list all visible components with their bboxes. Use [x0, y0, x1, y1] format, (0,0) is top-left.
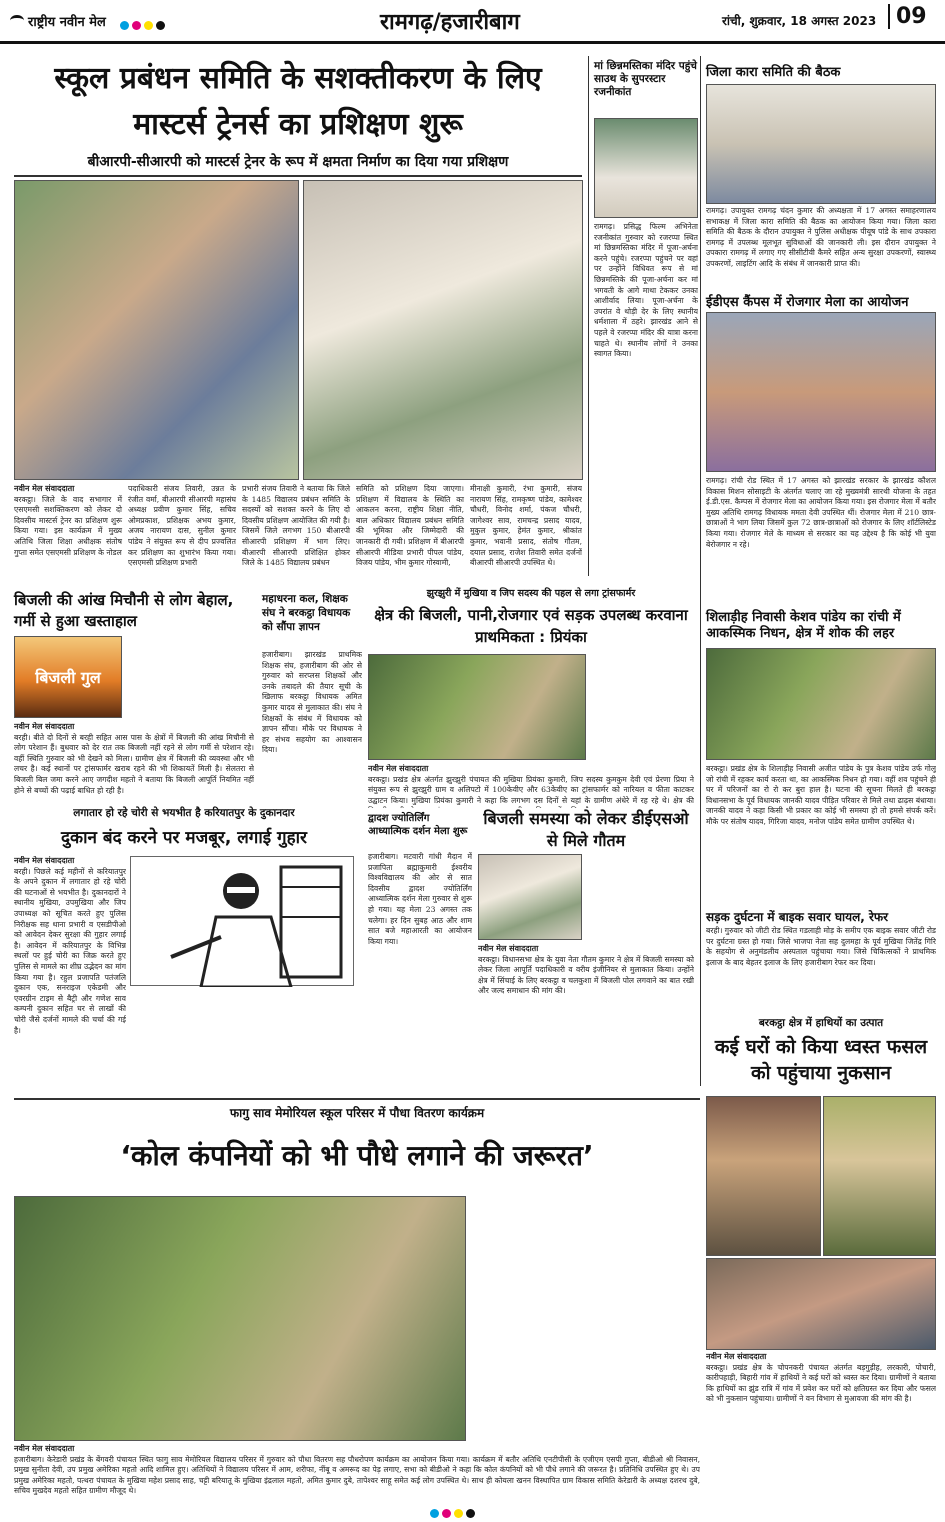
thief-icon [131, 857, 355, 987]
priyanka-text: बरकट्ठा। प्रखंड क्षेत्र अंतर्गत झुरझुरी पंचायत की मुखिया प्रियंका कुमारी, जिप सदस्य कुमकुम देवी एवं प्रेरणा प्रिया ने संयुक्त रूप से झुरझुरी ग्राम व अलिपटो में 100केवीए और 63केवीए का ट्रांसफार्मर को नारियल व फीता काटकर उद्घाटन किया। मुखिया प्रियंका कुमारी ने कहा कि लगभग दस दिनों से यहां के ग्रामीण अंधेरे में रह रहे थे। क्षेत्र की [368, 774, 694, 805]
bulb-headline[interactable]: बिजली की आंख मिचौनी से लोग बेहाल, गर्मी से हुआ खस्ताहाल [14, 591, 234, 630]
bulb-byline: नवीन मेल संवाददाता [14, 722, 75, 731]
cyan-dot-icon [120, 21, 129, 30]
lead-col-5: मीनाक्षी कुमारी, रंभा कुमारी, संजय नारायण सिंह, रामकृष्ण पांडेय, कामेश्वर चौधरी, विनोद शर्मा, पंकज चौधरी, जागेश्वर साव, रामचन्द्र प्रसाद यादव, मुकुल कुमार, हेमंत कुमार, श्रीकांत कुमार, भवानी प्रसाद, संतोष गौतम, दयाल प्रसाद, राजेश तिवारी समेत दर्जनों बीआरपी सीआरपी उपस्थित थे। [470, 484, 582, 568]
black-dot-icon [156, 21, 165, 30]
lead-photo-2 [303, 180, 583, 480]
section-divider [14, 1098, 700, 1100]
tree-kicker: फागु साव मेमोरियल स्कूल परिसर में पौधा वितरण कार्यक्रम [229, 1106, 485, 1120]
death-body: बरकट्ठा। प्रखंड क्षेत्र के शिलाड़ीह निवासी अजीत पांडेय के पुत्र केशव पांडेय उर्फ गोलू जो रांची में रहकर कार्य करता था, का आकस्मिक निधन हो गया। वहीं शव पहुंचने ही घर में परिजनों का रो रो कर बुरा हाल है। घटना की सूचना मिलते ही बरकट्ठा विधानसभा के पूर्व विधायक जानकी यादव पीड़ित परिवार से मिले तथा ढाढ़स बंधाया। जानकी यादव ने कहा किसी भी प्रकार का कोई भी समस्या हो तो हमसे संपर्क करें। मौके पर संतोष यादव, गिरिजा यादव, मनोज पांडेय समेत ग्रामीण उपस्थित थे। [706, 764, 936, 826]
cmyk-marks-bottom [430, 1503, 478, 1522]
teacher-body: हजारीबाग। झारखंड प्राथमिक शिक्षक संघ, हजारीबाग की ओर से गुरुवार को सरप्लस शिक्षकों और उनके तबादले की तैयार सूची के खिलाफ बरकट्ठा विधायक अमित कुमार यादव से मुलाकात की। संघ ने शिक्षकों के संबंध में विधायक को ज्ञापन सौंपा। मौके पर विधायक ने हर संभव सहयोग का आश्वासन दिया। [262, 650, 362, 755]
gautam-photo [478, 854, 582, 940]
rajni-body: रामगढ़। प्रसिद्ध फिल्म अभिनेता रजनीकांत गुरुवार को रजरप्पा स्थित मां छिन्नमस्तिका मंदिर में पूजा-अर्चना करने पहुंचे। रजरप्पा पहुंचने पर वहां पर उन्होंने विधिवत रूप से मां छिन्नमस्तिके की पूजा-अर्चना कर मां भगवती के आगे माथा टेककर उनका आशीर्वाद लिया। पूजा-अर्चना के उपरांत वे थोड़ी देर के लिए स्थानीय धर्मशाला में ठहरे। झारखंड आने से पहले वे रजरप्पा मंदिर की यात्रा करना चाहते थे। स्थानीय लोगों ने उनका स्वागत किया। [594, 222, 698, 359]
thief-body [14, 856, 126, 1092]
death-headline[interactable]: शिलाड़ीह निवासी केशव पांडेय का रांची में आकस्मिक निधन, क्षेत्र में शोक की लहर [706, 610, 901, 641]
rajni-headline[interactable]: मां छिन्नमस्तिका मंदिर पहुंचे साउथ के सुपरस्टार रजनीकांत [594, 60, 697, 98]
lead-headline[interactable]: स्कूल प्रबंधन समिति के सशक्तीकरण के लिए मास्टर्स ट्रेनर्स का प्रशिक्षण शुरू [54, 61, 542, 142]
gautam-side [586, 854, 694, 940]
lead-col-4: समिति को प्रशिक्षण दिया जाएगा। प्रशिक्षण में विद्यालय के स्थिति का आकलन करना, राष्ट्रीय शिक्षा नीति, बाल अधिकार विद्यालय प्रबंधन समिति की भूमिका और जिम्मेदारी की जानकारी दी गयी। प्रशिक्षण में बीआरपी सीआरपी मीडिया प्रभारी पीपल पांडेय, विजय पांडेय, भीम कुमार गोस्वामी, [356, 484, 464, 568]
jail-headline[interactable]: जिला कारा समिति की बैठक [706, 65, 841, 80]
lead-byline: नवीन मेल संवाददाता [14, 484, 75, 493]
elephant-headline[interactable]: कई घरों को किया ध्वस्त फसल को पहुंचाया नुकसान [714, 1036, 928, 1084]
dateline: रांची, शुक्रवार, 18 अगस्त 2023 [722, 14, 877, 28]
elephant-photo-2 [823, 1096, 936, 1256]
bulb-text: बरही। बीते दो दिनों से बरही सहित आस पास के क्षेत्रों में बिजली की आंख मिचौनी से लोग परेशान हैं। बुधवार को देर रात तक बिजली नहीं रहने से लोग गर्मी से परेशान रहे। वहीं स्थिति गुरुवार को भी देखने को मिला। ग्रामीण क्षेत्र में बिजली की व्यवस्था और भी लचर है। कई स्थानों पर ट्रांसफार्मर खराब रहने की भी शिकायतें मिली है। सेलतरा से बिजली बिल जमा करने आए जगदीश महतो ने बताया कि बिजली आपूर्ति नियमित नहीं होने से बच्चों की पढ़ाई बाधित हो रही है। [14, 732, 254, 794]
priyanka-side [590, 654, 694, 760]
section-title: रामगढ़/हजारीबाग [380, 10, 520, 35]
brand-label: राष्ट्रीय नवीन मेल [28, 15, 106, 30]
magenta-dot-icon [132, 21, 141, 30]
teacher-headline[interactable]: महाधरना कल, शिक्षक संघ ने बरकट्ठा विधायक को सौंपा ज्ञापन [262, 593, 351, 633]
priyanka-byline: नवीन मेल संवाददाता [368, 764, 429, 773]
job-headline[interactable]: ईडीएस कैंपस में रोजगार मेला का आयोजन [706, 295, 909, 310]
lead-subhead: बीआरपी-सीआरपी को मास्टर्स ट्रेनर के रूप में क्षमता निर्माण का दिया गया प्रशिक्षण [14, 152, 582, 177]
accident-body: बरही। गुरुवार को जीटी रोड स्थित गडलाही मोड़ के समीप एक बाइक सवार जीटी रोड पर दुर्घटना ग्रस्त हो गया। जिसे भाजपा नेता सह दुलमहा के पूर्व मुखिया जितेंद्र गिरि के सहयोग से अनुमंडलीय अस्पताल पहुंचाया गया। जिसे चिकित्सकों ने प्राथमिक इलाज के बाद बेहतर इलाज के लिए हजारीबाग रेफर कर दिया। [706, 926, 936, 967]
yellow-dot-icon [144, 21, 153, 30]
elephant-kicker: बरकट्ठा क्षेत्र में हाथियों का उत्पात [758, 1017, 884, 1029]
lead-body [14, 484, 582, 584]
footer [0, 1500, 945, 1517]
job-photo [706, 312, 936, 472]
gautam-headline[interactable]: बिजली समस्या को लेकर डीईएसओ से मिले गौतम [483, 809, 689, 850]
priyanka-kicker: झुरझुरी में मुखिया व जिप सदस्य की पहल से लगा ट्रांसफार्मर [426, 588, 636, 599]
tree-side [470, 1196, 700, 1441]
elephant-byline: नवीन मेल संवाददाता [706, 1352, 767, 1361]
jyotirling-body: हजारीबाग। मटवारी गांधी मैदान में प्रजापिता ब्रह्माकुमारी ईश्वरीय विश्वविद्यालय की ओर से सात दिवसीय द्वादश ज्योतिर्लिंग आध्यात्मिक दर्शन मेला गुरुवार से शुरू हो गया। यह मेला 23 अगस्त तक चलेगा। हर दिन सुबह आठ और शाम सात बजे महाआरती का आयोजन किया गया। [368, 852, 472, 946]
priyanka-photo [368, 654, 586, 760]
bulb-banner: बिजली गुल [35, 668, 101, 687]
elephant-text: बरकट्ठा। प्रखंड क्षेत्र के चोपनकरी पंचायत अंतर्गत बड़गुड़ीह, लरकारी, पोचारी, कारीपहाड़ी, बिहारी गांव में हाथियों ने कई घरों को ध्वस्त कर दिया। ग्रामीणों ने बताया कि हाथियों का झुंड रात्रि में गांव में प्रवेश कर घरों को क्षतिग्रस्त कर दिया और फसल को भी नुकसान पहुंचाया। ग्रामीणों ने वन विभाग से मुआवजा की मांग की है। [706, 1362, 936, 1404]
gautam-text: बरकट्ठा। विधानसभा क्षेत्र के युवा नेता गौतम कुमार ने क्षेत्र में बिजली समस्या को लेकर जिला आपूर्ति पदाधिकारी व वरीय इंजीनियर से मुलाकात किया। उन्होंने क्षेत्र में सिंचाई के लिए बरकट्ठा व चलकुशा में बिजली पोल लगवाने का बात रखी और जल्द समाधान की मांग की। [478, 954, 694, 996]
thief-byline: नवीन मेल संवाददाता [14, 856, 75, 865]
column-divider [588, 56, 589, 576]
thief-body-2 [130, 990, 354, 1092]
gautam-body [478, 944, 694, 1092]
elephant-photo-3 [706, 1258, 936, 1350]
thief-headline[interactable]: दुकान बंद करने पर मजबूर, लगाई गुहार [61, 828, 307, 848]
jyotirling-headline[interactable]: द्वादश ज्योतिर्लिंग आध्यात्मिक दर्शन मेला शुरू [368, 813, 468, 837]
gautam-byline: नवीन मेल संवाददाता [478, 944, 539, 953]
bulb-body-side [126, 636, 254, 720]
death-photo [706, 648, 936, 760]
brand-name [10, 12, 106, 30]
jail-body: रामगढ़। उपायुक्त रामगढ़ चंदन कुमार की अध्यक्षता में 17 अगस्त समाहरणालय सभाकक्ष में जिला कारा समिति की बैठक का आयोजन किया गया। जिला कारा समिति की बैठक के दौरान उपायुक्त ने पुलिस अधीक्षक पीयूष पांडे के साथ उपकारा रामगढ़ में उपलब्ध मूलभूत सुविधाओं की जानकारी ली। इस दौरान उपायुक्त ने उपकारा रामगढ़ में लगाए गए सीसीटीवी कैमरे सहित अन्य सुरक्षा उपकरणों, स्वास्थ्य उपकरणों, लाइटिंग आदि के संबंध में जानकारी प्राप्त की। [706, 206, 936, 268]
tree-photo [14, 1196, 466, 1441]
lead-photo-1 [14, 180, 299, 480]
cmyk-marks [120, 15, 168, 34]
bulb-body [14, 722, 254, 794]
jail-photo [706, 84, 936, 204]
page-number: 09 [888, 4, 927, 29]
tree-body [14, 1444, 700, 1498]
bird-logo-icon [10, 15, 24, 26]
masthead [0, 0, 945, 44]
accident-headline[interactable]: सड़क दुर्घटना में बाइक सवार घायल, रेफर [706, 910, 889, 924]
tree-headline[interactable]: ‘कोल कंपनियों को भी पौधे लगाने की जरूरत’ [120, 1139, 594, 1172]
lead-col-1: बरकट्ठा। जिले के वाद सभागार में एसएमसी सशक्तिकरण को लेकर दो दिवसीय मास्टर्स ट्रेनर का प्रशिक्षण शुरू किया गया। इस कार्यक्रम में मुख्य अतिथि जिला शिक्षा अधीक्षक संतोष गुप्ता समेत एसएमसी प्रशिक्षण के नोडल [14, 494, 122, 557]
priyanka-headline[interactable]: क्षेत्र की बिजली, पानी,रोजगार एवं सड़क उपलब्ध करवाना प्राथमिकता : प्रियंका [374, 606, 688, 646]
thief-text: बरही। पिछले कई महीनों से करियातपुर के अपने दुकान में लगातार हो रहे चोरी की घटनाओं से भयभीत है। दुकानदारों ने स्थानीय मुखिया, उपमुखिया और जिप उपाध्यक्ष को सूचित करते हुए पुलिस निरीक्षक सह थाना प्रभारी व एसडीपीओ को आवेदन देकर सुरक्षा की गुहार लगाई है। आवेदन में करियातपुर के विभिन्न स्थलों पर हुई चोरी का जिक्र करते हुए पुलिस से मामले का शीघ्र उद्भेदन का मांग किया गया है। रहुल प्रजापति पतंजलि दुकान एक, सनराइज एकेडमी और एवरग्रीन टाइम से बैट्री और गणेश साव कम्पनी दुकान सहित घर से लाखों की चोरी जैसे दर्जनों मामले की चर्चा की गई है। [14, 866, 126, 1035]
column-divider [700, 56, 701, 1086]
elephant-photo-1 [706, 1096, 821, 1256]
priyanka-body [368, 764, 694, 808]
elephant-body [706, 1352, 936, 1492]
tree-byline: नवीन मेल संवाददाता [14, 1444, 75, 1453]
tree-text: हजारीबाग। केरेडारी प्रखंड के बेंगवरी पंचायत स्थित फागु साव मेमोरियल विद्यालय परिसर में गुरुवार को पौधा वितरण सह पौधरोपण कार्यक्रम का आयोजन किया गया। कार्यक्रम में बतौर अतिथि एनटीपीसी के एजीएम एसपी गुप्ता, बीडीओ श्री निवासन, प्रमुख सुनीता देवी, उप प्रमुख अमेरिका महतो आदि शामिल हुए। अतिथियों ने विद्यालय परिसर में आम, शरीफा, नींबू व अमरूद का पेड़ लगाए, सभा को बीडीओ ने कहा कि कोल कंपनियों को भी पौधे लगाने की जरूरत है। प्रतिनिधि उपस्थित हुए थे। उप प्रमुख अमेरिका महतो, पत्थरा पंचायत के मुखिया महेश प्रसाद साह, चट्टी बरियातू के मुखिया इंद्रलाल महतो, अमित कुमार दुबे, तापेश्वर साहू समेत कई लोग उपस्थित थे। साथ ही कोयला खनन विस्थापित ग्राम विकास समिति केरेडारी के अध्यक्ष दशरथ दुबे, सचिव मुखदेव महतो सहित ग्रामीण मौजूद थे। [14, 1454, 700, 1496]
lead-col-2: पदाधिकारी संजय तिवारी, उन्नत के रंजीत वर्मा, बीआरपी सीआरपी महासंघ अध्यक्ष प्रवीण कुमार सिंह, सचिव ओमप्रकाश, प्रशिक्षक अभय कुमार, अजय नारायण दास, सुनील कुमार पांडेय ने संयुक्त रूप से दीप प्रज्वलित कर प्रशिक्षण का शुभारंभ किया गया। एसएमसी प्रशिक्षण प्रभारी [128, 484, 236, 568]
thief-kicker: लगातार हो रहे चोरी से भयभीत है करियातपुर के दुकानदार [73, 807, 295, 819]
lead-col-3: प्रभारी संजय तिवारी ने बताया कि जिले के 1485 विद्यालय प्रबंधन समिति के सदस्यों को सशक्त करने के लिए दो दिवसीय प्रशिक्षण आयोजित की गयी है। जिसमें जिले लगभग 150 बीआरपी सीआरपी प्रशिक्षण में भाग लिए। बीआरपी सीआरपी प्रशिक्षित होकर जिले के 1485 विद्यालय प्रबंधन [242, 484, 350, 568]
job-body: रामगढ़। रांची रोड स्थित में 17 अगस्त को झारखंड सरकार के झारखंड कौशल विकास मिशन सोसाइटी के अंतर्गत चलाए जा रहे मुख्यमंत्री सारथी योजना के तहत ई.डी.एस. कैम्पस में रोजगार मेला का आयोजन किया गया। इस रोजगार मेला में बतौर मुख्य अतिथि रामगढ़ विधायक ममता देवी उपस्थित थीं। रोजगार मेला में 210 छात्र-छात्राओं ने भाग लिया जिसमें कुल 72 छात्र-छात्राओं को रोजगार के लिए शॉर्टलिस्टेड किया गया। रोजगार मेले के माध्यम से सरकार का यह उद्देश्य है कि कोई भी युवा बेरोजगार न रहे। [706, 476, 936, 549]
thief-illustration [130, 856, 354, 986]
rajni-photo [594, 118, 698, 218]
